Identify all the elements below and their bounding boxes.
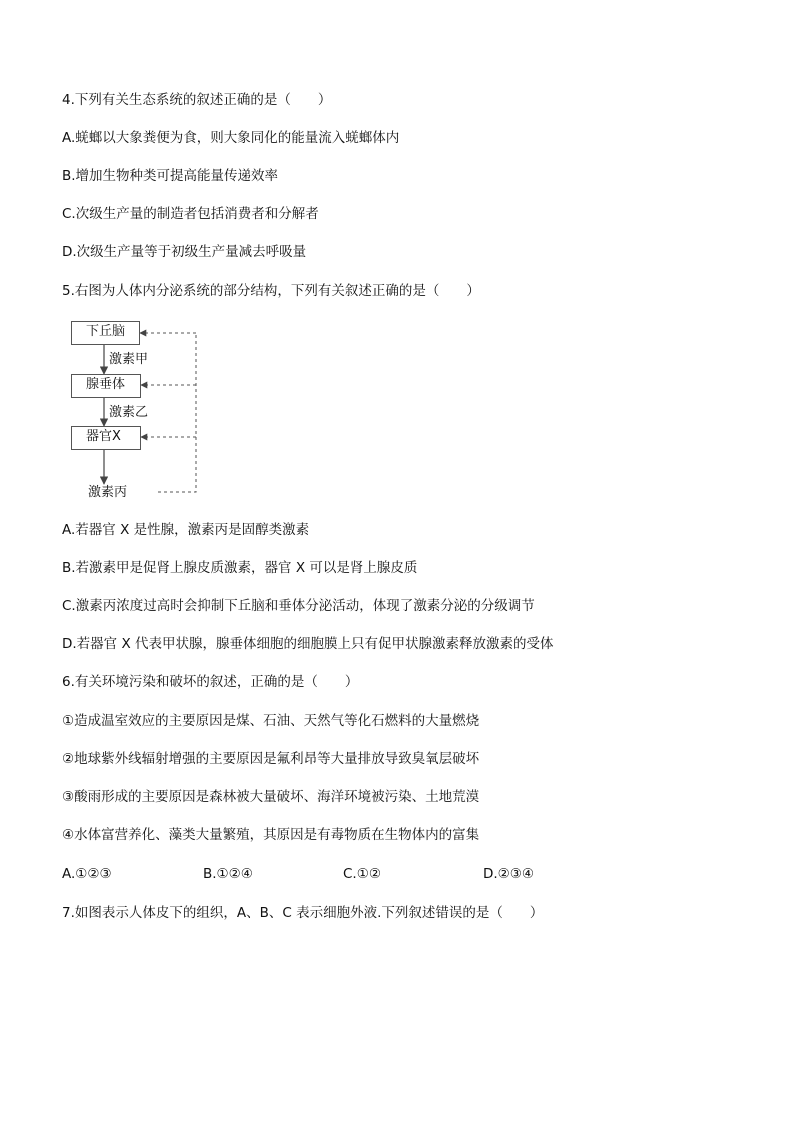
question-5-option-c: C.激素丙浓度过高时会抑制下丘脑和垂体分泌活动，体现了激素分泌的分级调节 bbox=[62, 598, 535, 614]
label-hormone-jia: 激素甲 bbox=[109, 352, 149, 367]
question-6-statement-3: ③酸雨形成的主要原因是森林被大量破坏、海洋环境被污染、土地荒漠 bbox=[62, 789, 480, 805]
box-anterior-pituitary: 腺垂体 bbox=[71, 374, 141, 398]
question-6-statement-2: ②地球紫外线辐射增强的主要原因是氟利昂等大量排放导致臭氧层破坏 bbox=[62, 751, 480, 767]
question-7-stem: 7.如图表示人体皮下的组织，A、B、C 表示细胞外液.下列叙述错误的是（ ） bbox=[62, 905, 544, 921]
question-4-option-b: B.增加生物种类可提高能量传递效率 bbox=[62, 168, 279, 184]
question-6-option-c: C.①② bbox=[343, 866, 381, 882]
question-6-option-d: D.②③④ bbox=[483, 866, 534, 882]
box-organ-x: 器官X bbox=[71, 426, 141, 450]
question-4-option-d: D.次级生产量等于初级生产量减去呼吸量 bbox=[62, 244, 307, 260]
question-5-option-b: B.若激素甲是促肾上腺皮质激素，器官 X 可以是肾上腺皮质 bbox=[62, 560, 418, 576]
feedback-dashed-line bbox=[158, 333, 196, 492]
question-6-statement-4: ④水体富营养化、藻类大量繁殖，其原因是有毒物质在生物体内的富集 bbox=[62, 827, 480, 843]
label-hormone-bing: 激素丙 bbox=[88, 485, 128, 500]
question-4-stem: 4.下列有关生态系统的叙述正确的是（ ） bbox=[62, 92, 332, 108]
question-5-option-d: D.若器官 X 代表甲状腺，腺垂体细胞的细胞膜上只有促甲状腺激素释放激素的受体 bbox=[62, 636, 554, 652]
box-hypothalamus: 下丘脑 bbox=[71, 321, 140, 345]
question-5-option-a: A.若器官 X 是性腺，激素丙是固醇类激素 bbox=[62, 522, 310, 538]
question-6-option-b: B.①②④ bbox=[203, 866, 253, 882]
question-6-statement-1: ①造成温室效应的主要原因是煤、石油、天然气等化石燃料的大量燃烧 bbox=[62, 713, 480, 729]
question-4-option-a: A.蜣螂以大象粪便为食，则大象同化的能量流入蜣螂体内 bbox=[62, 130, 400, 146]
question-4-option-c: C.次级生产量的制造者包括消费者和分解者 bbox=[62, 206, 319, 222]
question-5-stem: 5.右图为人体内分泌系统的部分结构，下列有关叙述正确的是（ ） bbox=[62, 283, 480, 299]
question-6-stem: 6.有关环境污染和破坏的叙述，正确的是（ ） bbox=[62, 674, 359, 690]
question-6-option-a: A.①②③ bbox=[62, 866, 112, 882]
label-hormone-yi: 激素乙 bbox=[109, 405, 149, 420]
